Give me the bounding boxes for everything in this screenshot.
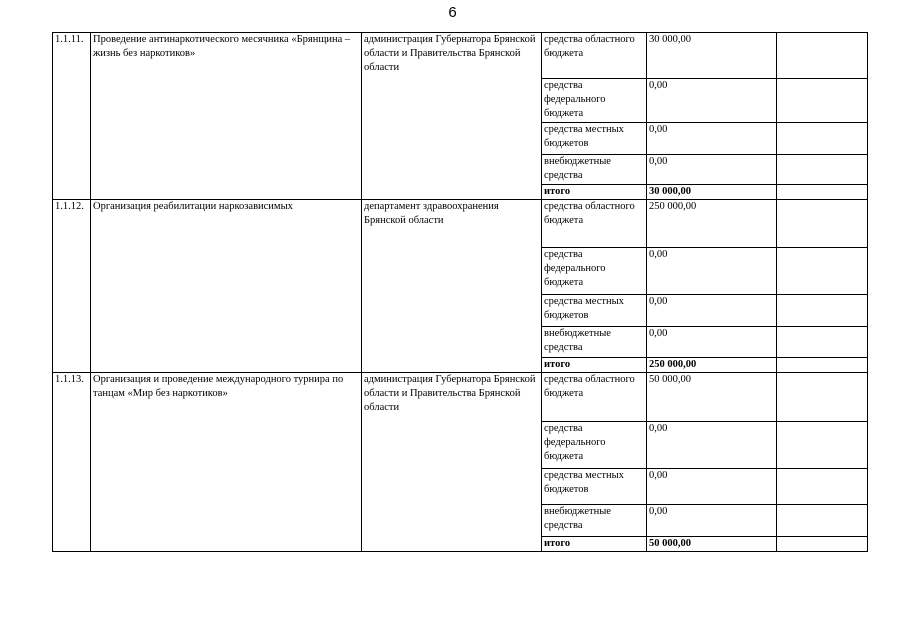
funding-source: средства местных бюджетов bbox=[542, 469, 647, 505]
empty-cell bbox=[777, 373, 868, 422]
empty-cell bbox=[777, 505, 868, 537]
funding-amount: 250 000,00 bbox=[647, 200, 777, 248]
funding-source: средства местных бюджетов bbox=[542, 123, 647, 155]
empty-cell bbox=[777, 200, 868, 248]
executor: администрация Губернатора Брянской области и Правительства Брянской области bbox=[362, 33, 542, 200]
total-amount: 250 000,00 bbox=[647, 358, 777, 373]
empty-cell bbox=[777, 155, 868, 185]
table-row bbox=[53, 33, 868, 79]
funding-amount: 50 000,00 bbox=[647, 373, 777, 422]
funding-amount: 0,00 bbox=[647, 123, 777, 155]
funding-amount: 0,00 bbox=[647, 155, 777, 185]
item-number: 1.1.11. bbox=[53, 33, 91, 200]
total-label: итого bbox=[542, 185, 647, 200]
empty-cell bbox=[777, 248, 868, 295]
funding-source: внебюджетные средства bbox=[542, 505, 647, 537]
empty-cell bbox=[777, 79, 868, 123]
funding-source: внебюджетные средства bbox=[542, 155, 647, 185]
measure-name: Организация реабилитации наркозависимых bbox=[91, 200, 362, 373]
funding-source: средства федерального бюджета bbox=[542, 248, 647, 295]
empty-cell bbox=[777, 422, 868, 469]
funding-amount: 0,00 bbox=[647, 295, 777, 327]
funding-source: средства федерального бюджета bbox=[542, 422, 647, 469]
funding-amount: 0,00 bbox=[647, 327, 777, 358]
funding-source: средства федерального бюджета bbox=[542, 79, 647, 123]
table-row bbox=[53, 373, 868, 422]
empty-cell bbox=[777, 185, 868, 200]
executor: департамент здравоохранения Брянской области bbox=[362, 200, 542, 373]
funding-source: средства местных бюджетов bbox=[542, 295, 647, 327]
total-amount: 30 000,00 bbox=[647, 185, 777, 200]
funding-amount: 0,00 bbox=[647, 248, 777, 295]
empty-cell bbox=[777, 295, 868, 327]
funding-amount: 0,00 bbox=[647, 422, 777, 469]
empty-cell bbox=[777, 33, 868, 79]
funding-amount: 0,00 bbox=[647, 505, 777, 537]
total-label: итого bbox=[542, 537, 647, 552]
empty-cell bbox=[777, 327, 868, 358]
total-amount: 50 000,00 bbox=[647, 537, 777, 552]
empty-cell bbox=[777, 358, 868, 373]
executor: администрация Губернатора Брянской области и Правительства Брянской области bbox=[362, 373, 542, 552]
empty-cell bbox=[777, 123, 868, 155]
funding-source: средства областного бюджета bbox=[542, 33, 647, 79]
funding-source: средства областного бюджета bbox=[542, 373, 647, 422]
item-number: 1.1.12. bbox=[53, 200, 91, 373]
program-measures-table bbox=[52, 32, 868, 552]
total-label: итого bbox=[542, 358, 647, 373]
funding-amount: 0,00 bbox=[647, 469, 777, 505]
measure-name: Организация и проведение международного турнира по танцам «Мир без наркотиков» bbox=[91, 373, 362, 552]
funding-amount: 30 000,00 bbox=[647, 33, 777, 79]
funding-amount: 0,00 bbox=[647, 79, 777, 123]
table-row bbox=[53, 200, 868, 248]
measure-name: Проведение антинаркотического месячника «Брянщина – жизнь без наркотиков» bbox=[91, 33, 362, 200]
funding-source: средства областного бюджета bbox=[542, 200, 647, 248]
funding-source: внебюджетные средства bbox=[542, 327, 647, 358]
empty-cell bbox=[777, 537, 868, 552]
empty-cell bbox=[777, 469, 868, 505]
page-number: 6 bbox=[448, 4, 457, 21]
item-number: 1.1.13. bbox=[53, 373, 91, 552]
